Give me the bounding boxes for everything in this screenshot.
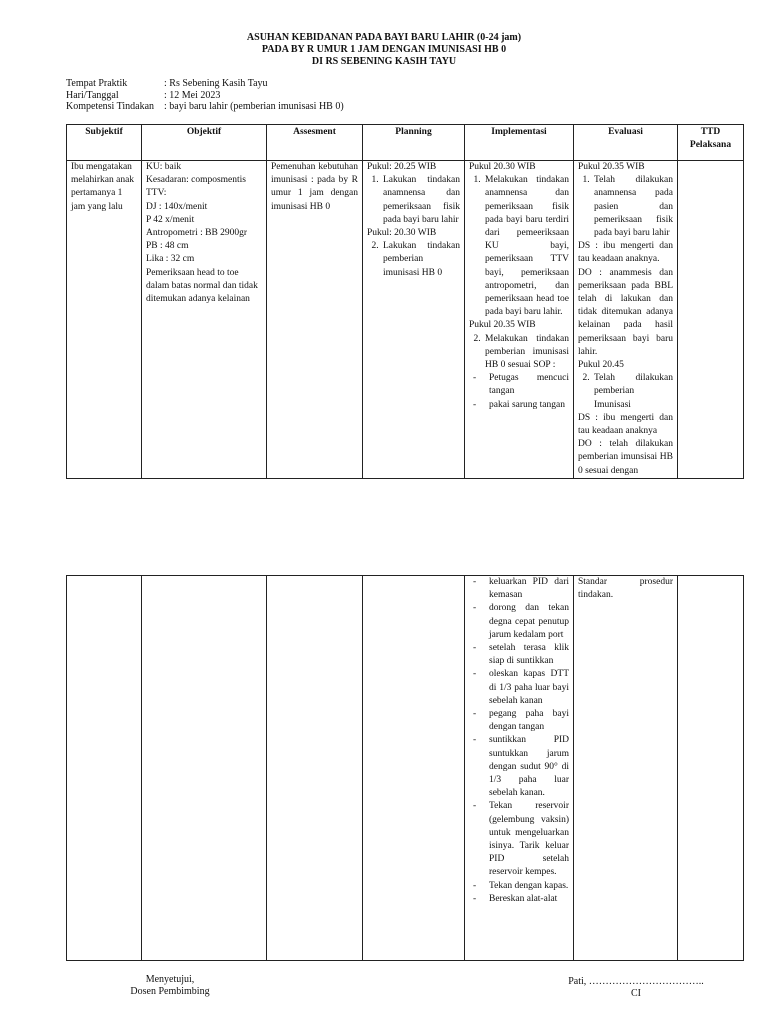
- evaluasi-list-1: [578, 174, 673, 240]
- info-value: : bayi baru lahir (pemberian imunisasi HB 0): [164, 101, 344, 112]
- col-header-evaluasi: Evaluasi: [574, 125, 678, 161]
- evaluasi-continued-text: Standar prosedur tindakan.: [578, 577, 673, 601]
- sop-step: - oleskan kapas DTT di 1/3 paha luar bayi sebelah kanan: [479, 668, 569, 708]
- info-value: : Rs Sebening Kasih Tayu: [164, 78, 268, 89]
- planning-time-2: Pukul: 20.30 WIB: [367, 228, 437, 239]
- col-header-objektif: Objektif: [142, 125, 267, 161]
- implementasi-list-1: [469, 174, 569, 319]
- cell-planning: [363, 161, 465, 479]
- sop-steps-list: [469, 372, 569, 412]
- planning-list-1: [367, 174, 460, 227]
- implementasi-time-2: Pukul 20.35 WIB: [469, 320, 536, 331]
- objektif-line: PB : 48 cm: [146, 241, 189, 252]
- cell-ttd-cont: [678, 576, 744, 961]
- evaluasi-item-1: 1. Telah dilakukan anamnensa pada pasien dan pemeriksaan fisik pada bayi baru lahir: [592, 174, 673, 240]
- subjektif-text: Ibu mengatakan melahirkan anak pertamanya 1 jam yang lalu: [71, 162, 135, 212]
- sop-step: - pakai sarung tangan: [479, 399, 569, 412]
- planning-list-2: [367, 240, 460, 280]
- evaluasi-do-2: DO : telah dilakukan pemberian imunsisai HB 0 sesuai dengan: [578, 439, 673, 476]
- cell-objektif: [142, 161, 267, 479]
- implementasi-item-1: 1. Melakukan tindakan anamnensa dan pemeriksaan fisik pada bayi baru terdiri dari pemeeriksaan KU bayi, pemeriksaan TTV bayi, pemeriksaan antropometri, dan pemeriksaan head toe pada bayi baru lahir.: [483, 174, 569, 319]
- sop-step: - suntikkan PID suntukkan jarum dengan sudut 90° di 1/3 paha luar sebelah kanan.: [479, 734, 569, 800]
- sop-step: - setelah terasa klik siap di suntikkan: [479, 642, 569, 668]
- signature-left: [100, 974, 240, 998]
- objektif-line: TTV:: [146, 188, 167, 199]
- info-label: Hari/Tanggal: [66, 89, 119, 101]
- sop-step: - keluarkan PID dari kemasan: [479, 576, 569, 602]
- signature-right-line-2: CI: [631, 988, 641, 999]
- cell-ttd: [678, 161, 744, 479]
- cell-planning-cont: [363, 576, 465, 961]
- title-line-2: PADA BY R UMUR 1 JAM DENGAN IMUNISASI HB 0: [261, 44, 507, 55]
- col-header-subjektif: Subjektif: [67, 125, 142, 161]
- planning-item-1: 1. Lakukan tindakan anamnensa dan pemeriksaan fisik pada bayi baru lahir: [381, 174, 460, 227]
- sop-step: - Petugas mencuci tangan: [479, 372, 569, 398]
- evaluasi-item-2: 2. Telah dilakukan pemberian Imunisasi: [592, 372, 673, 412]
- implementasi-item-2: 2. Melakukan tindakan pemberian imunisasi HB 0 sesuai SOP :: [483, 333, 569, 373]
- signature-left-line-2: Dosen Pembimbing: [130, 986, 210, 997]
- info-label: Tempat Praktik: [66, 78, 128, 89]
- evaluasi-list-2: [578, 372, 673, 412]
- implementasi-time-1: Pukul 20.30 WIB: [469, 162, 536, 172]
- cell-subjektif: [67, 161, 142, 479]
- planning-time-1: Pukul: 20.25 WIB: [367, 162, 437, 172]
- evaluasi-ds-2: DS : ibu mengerti dan tau keadaan anaknya: [578, 412, 673, 437]
- info-row-tanggal: [66, 90, 344, 102]
- sop-step: - Bereskan alat-alat: [479, 893, 569, 906]
- col-header-planning: Planning: [363, 125, 465, 161]
- info-row-kompetensi: [66, 101, 344, 113]
- cell-implementasi-cont: [465, 576, 574, 961]
- info-block: [66, 78, 344, 113]
- implementasi-list-2: [469, 333, 569, 373]
- objektif-line: Kesadaran: composmentis: [146, 175, 246, 186]
- evaluasi-time-2: Pukul 20.45: [578, 360, 624, 371]
- cell-subjektif-cont: [67, 576, 142, 961]
- planning-item-2: 2. Lakukan tindakan pemberian imunisasi HB 0: [381, 240, 460, 280]
- info-label: Kompetensi Tindakan: [66, 101, 155, 112]
- evaluasi-do-1: DO : anammesis dan pemeriksaan pada BBL telah di lakukan dan tidak ditemukan adanya kelainan pada hasil pemeriksaan bayi baru lahir.: [578, 267, 673, 357]
- signature-right-line-1: Pati, ……………………………..: [568, 976, 704, 987]
- title-line-1: ASUHAN KEBIDANAN PADA BAYI BARU LAHIR (0-24 jam): [246, 32, 522, 43]
- sop-step: - dorong dan tekan degna cepat penutup jarum kedalam port: [479, 602, 569, 642]
- sop-step: - pegang paha bayi dengan tangan: [479, 708, 569, 734]
- assesment-text: Pemenuhan kebutuhan imunisasi : pada by R umur 1 jam dengan imunisasi HB 0: [271, 162, 358, 212]
- col-header-implementasi: Implementasi: [465, 125, 574, 161]
- evaluasi-ds-1: DS : ibu mengerti dan tau keadaan anaknya.: [578, 241, 673, 265]
- cell-evaluasi-cont: [574, 576, 678, 961]
- cell-objektif-cont: [142, 576, 267, 961]
- document-title: [0, 32, 768, 68]
- sop-step: - Tekan dengan kapas.: [479, 880, 569, 893]
- objektif-line: KU: baik: [146, 162, 182, 172]
- objektif-line: DJ : 140x/menit: [146, 201, 208, 212]
- objektif-line: Antropometri : BB 2900gr: [146, 228, 248, 239]
- evaluasi-time-1: Pukul 20.35 WIB: [578, 162, 645, 172]
- col-header-assesment: Assesment: [267, 125, 363, 161]
- signature-right: [555, 976, 717, 1000]
- cell-implementasi: [465, 161, 574, 479]
- cell-assesment: [267, 161, 363, 479]
- objektif-line: P 42 x/menit: [146, 214, 195, 225]
- title-line-3: DI RS SEBENING KASIH TAYU: [311, 56, 457, 67]
- soap-table-page-1: [66, 124, 744, 479]
- objektif-line: Pemeriksaan head to toe dalam batas normal dan tidak ditemukan adanya kelainan: [146, 267, 258, 305]
- sop-step: - Tekan reservoir (gelembung vaksin) untuk mengeluarkan isinya. Tarik keluar PID setelah reservoir kempes.: [479, 800, 569, 879]
- soap-table-page-2: [66, 575, 744, 961]
- objektif-line: Lika : 32 cm: [146, 254, 195, 265]
- info-value: : 12 Mei 2023: [164, 89, 221, 101]
- signature-left-line-1: Menyetujui,: [145, 974, 195, 985]
- sop-steps-list-cont: [469, 576, 569, 906]
- info-row-tempat: [66, 78, 344, 90]
- col-header-ttd: TTD Pelaksana: [678, 125, 744, 161]
- cell-assesment-cont: [267, 576, 363, 961]
- cell-evaluasi: [574, 161, 678, 479]
